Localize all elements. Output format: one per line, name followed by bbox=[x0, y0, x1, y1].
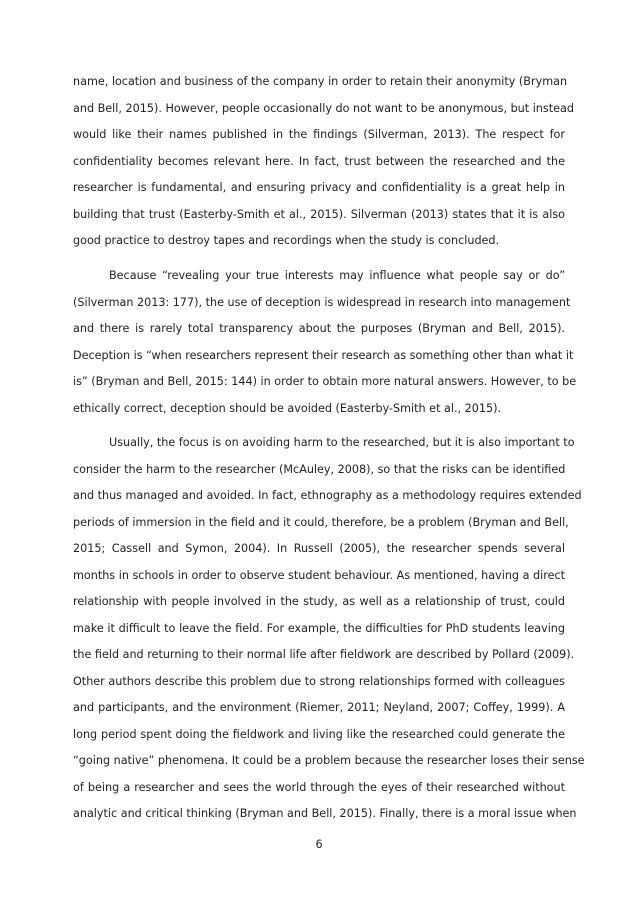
text-line: months in schools in order to observe student behaviour. As mentioned, having a direct bbox=[73, 569, 565, 582]
text-line: make it difficult to leave the field. For example, the difficulties for PhD students leaving bbox=[73, 622, 565, 635]
text-line: building that trust (Easterby-Smith et al., 2015). Silverman (2013) states that it is also bbox=[73, 208, 565, 221]
text-line: 2015; Cassell and Symon, 2004). In Russell (2005), the researcher spends several bbox=[73, 542, 565, 555]
text-line: good practice to destroy tapes and recordings when the study is concluded. bbox=[73, 234, 500, 247]
text-line: and thus managed and avoided. In fact, ethnography as a methodology requires extended bbox=[73, 489, 582, 502]
text-line: periods of immersion in the field and it could, therefore, be a problem (Bryman and Bell, bbox=[73, 516, 569, 529]
text-line: and there is rarely total transparency about the purposes (Bryman and Bell, 2015). bbox=[73, 322, 565, 335]
text-line: analytic and critical thinking (Bryman and Bell, 2015). Finally, there is a moral issue when bbox=[73, 807, 577, 820]
text-line: Deception is “when researchers represent their research as something other than what it bbox=[73, 349, 574, 362]
text-line: Usually, the focus is on avoiding harm to the researched, but it is also important to bbox=[109, 436, 575, 449]
text-line: is” (Bryman and Bell, 2015: 144) in order to obtain more natural answers. However, to be bbox=[73, 375, 577, 388]
text-line: Other authors describe this problem due to strong relationships formed with colleagues bbox=[73, 675, 565, 688]
text-line: consider the harm to the researcher (McAuley, 2008), so that the risks can be identified bbox=[73, 463, 566, 476]
page-number: 6 bbox=[315, 838, 323, 851]
text-line: would like their names published in the findings (Silverman, 2013). The respect for bbox=[73, 128, 565, 141]
text-line: confidentiality becomes relevant here. In fact, trust between the researched and the bbox=[73, 155, 565, 168]
text-line: relationship with people involved in the study, as well as a relationship of trust, could bbox=[73, 595, 565, 608]
text-line: the field and returning to their normal life after fieldwork are described by Pollard (2009). bbox=[73, 648, 575, 661]
text-line: ethically correct, deception should be avoided (Easterby-Smith et al., 2015). bbox=[73, 402, 502, 415]
text-line: and participants, and the environment (Riemer, 2011; Neyland, 2007; Coffey, 1999). A bbox=[73, 701, 565, 714]
text-line: long period spent doing the fieldwork and living like the researched could generate the bbox=[73, 728, 565, 741]
text-line: Because “revealing your true interests may influence what people say or do” bbox=[109, 269, 565, 282]
text-line: of being a researcher and sees the world through the eyes of their researched without bbox=[73, 781, 565, 794]
text-line: and Bell, 2015). However, people occasionally do not want to be anonymous, but instead bbox=[73, 102, 574, 115]
text-line: researcher is fundamental, and ensuring privacy and confidentiality is a great help in bbox=[73, 181, 565, 194]
text-line: “going native” phenomena. It could be a problem because the researcher loses their sense bbox=[73, 754, 585, 767]
text-line: name, location and business of the company in order to retain their anonymity (Bryman bbox=[73, 75, 568, 88]
text-line: (Silverman 2013: 177), the use of deception is widespread in research into management bbox=[73, 296, 571, 309]
